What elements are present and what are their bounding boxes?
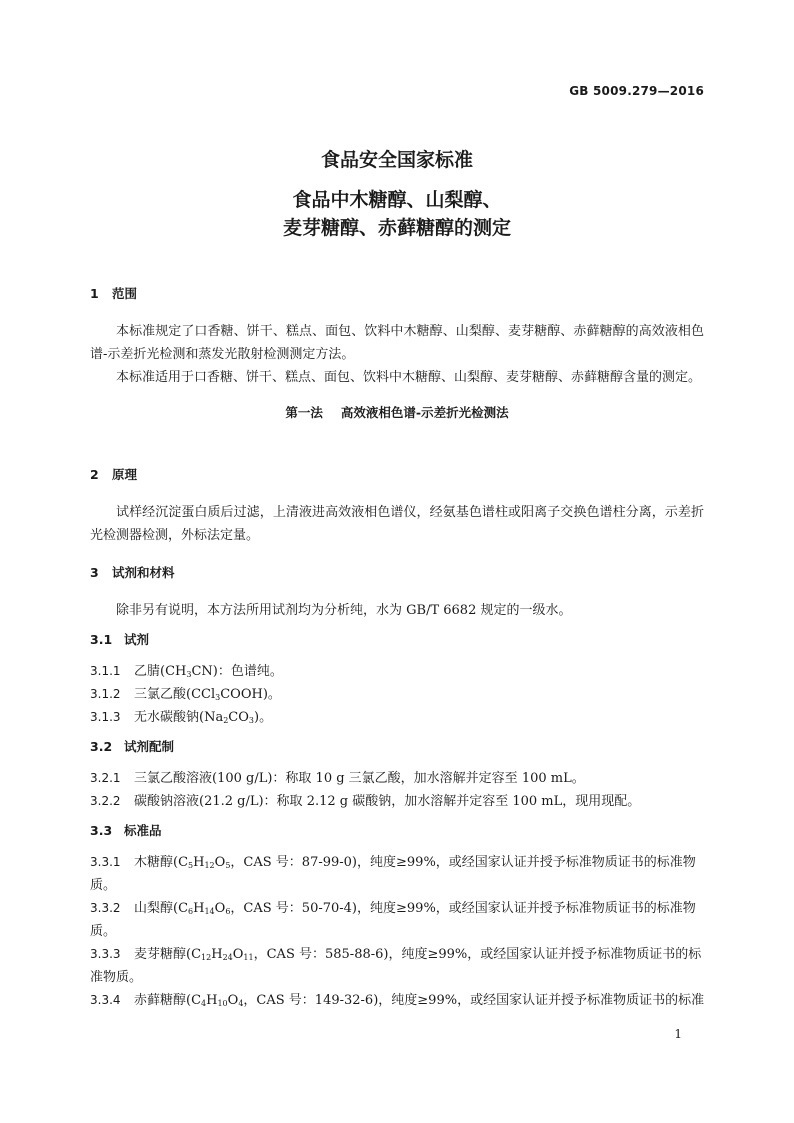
method-label: 第一法 bbox=[285, 405, 323, 420]
item-text: COOH)。 bbox=[220, 687, 281, 702]
section-title: 原理 bbox=[112, 467, 138, 482]
section-title: 试剂 bbox=[124, 632, 150, 647]
item-text: ，CAS 号：50-70-4)，纯度≥99%，或经国家认证并授予标准物质证书的标准物质。 bbox=[90, 901, 696, 939]
item-text: H bbox=[193, 901, 205, 916]
subscript: 5 bbox=[188, 861, 194, 870]
title-line-2: 麦芽糖醇、赤藓糖醇的测定 bbox=[282, 217, 511, 239]
item-number: 3.3.2 bbox=[90, 901, 121, 915]
item-number: 3.2.1 bbox=[90, 771, 121, 785]
item-number: 3.1.1 bbox=[90, 664, 121, 678]
section-number: 2 bbox=[90, 467, 99, 482]
section-3-3-heading bbox=[90, 821, 704, 841]
subscript: 6 bbox=[225, 907, 231, 916]
document-title bbox=[0, 146, 794, 242]
subscript: 3 bbox=[186, 670, 192, 679]
list-item bbox=[90, 790, 704, 813]
item-number: 3.1.3 bbox=[90, 710, 121, 724]
item-text: 无水碳酸钠(Na bbox=[134, 710, 224, 725]
section-1-heading bbox=[90, 284, 704, 304]
title-main: 食品安全国家标准 bbox=[320, 149, 473, 171]
item-number: 3.3.3 bbox=[90, 947, 121, 961]
subscript: 24 bbox=[222, 953, 233, 962]
item-text: 木糖醇(C bbox=[134, 855, 189, 870]
section-title: 试剂配制 bbox=[124, 739, 175, 754]
list-item bbox=[90, 767, 704, 790]
subscript: 11 bbox=[243, 953, 254, 962]
method-1-title bbox=[90, 403, 704, 423]
item-text: CN)：色谱纯。 bbox=[191, 664, 283, 679]
item-text: 碳酸钠溶液(21.2 g/L)：称取 2.12 g 碳酸钠，加水溶解并定容至 100 mL，现用现配。 bbox=[134, 794, 641, 809]
section-3-heading bbox=[90, 563, 704, 583]
subscript: 2 bbox=[223, 716, 229, 725]
standard-number: GB 5009.279—2016 bbox=[569, 84, 704, 98]
item-text: H bbox=[211, 947, 223, 962]
subscript: 3 bbox=[248, 716, 254, 725]
section-3-1-heading bbox=[90, 630, 704, 650]
subscript: 5 bbox=[225, 861, 231, 870]
subscript: 3 bbox=[215, 693, 221, 702]
item-text: 山梨醇(C bbox=[134, 901, 189, 916]
item-text: O bbox=[214, 901, 226, 916]
title-line-1: 食品中木糖醇、山梨醇、 bbox=[292, 189, 502, 211]
section-title: 范围 bbox=[112, 286, 138, 301]
subscript: 4 bbox=[238, 999, 244, 1008]
subscript: 4 bbox=[201, 999, 207, 1008]
item-text: O bbox=[232, 947, 244, 962]
item-text: O bbox=[227, 993, 239, 1008]
item-text: H bbox=[193, 855, 205, 870]
item-text: 三氯乙酸溶液(100 g/L)：称取 10 g 三氯乙酸，加水溶解并定容至 100 mL。 bbox=[134, 771, 585, 786]
subscript: 12 bbox=[204, 861, 215, 870]
item-text: O bbox=[214, 855, 226, 870]
list-item bbox=[90, 683, 704, 706]
section-number: 3 bbox=[90, 565, 99, 580]
list-item bbox=[90, 851, 704, 897]
subscript: 6 bbox=[188, 907, 194, 916]
section-title: 试剂和材料 bbox=[112, 565, 175, 580]
item-text: ，CAS 号：149-32-6)，纯度≥99%，或经国家认证并授予标准物质证书的标准 bbox=[243, 993, 704, 1008]
list-item bbox=[90, 706, 704, 729]
page-number: 1 bbox=[674, 1027, 682, 1041]
section-title: 标准品 bbox=[124, 823, 162, 838]
section-2-heading bbox=[90, 465, 704, 485]
section-number: 3.2 bbox=[90, 739, 113, 754]
section-number: 3.3 bbox=[90, 823, 113, 838]
scope-paragraph-1: 本标准规定了口香糖、饼干、糕点、面包、饮料中木糖醇、山梨醇、麦芽糖醇、赤藓糖醇的高效液相色谱-示差折光检测和蒸发光散射检测测定方法。 bbox=[90, 324, 704, 362]
item-number: 3.1.2 bbox=[90, 687, 121, 701]
list-item bbox=[90, 660, 704, 683]
document-body bbox=[90, 284, 704, 1012]
item-text: )。 bbox=[254, 710, 273, 725]
subscript: 10 bbox=[217, 999, 228, 1008]
subscript: 14 bbox=[204, 907, 215, 916]
item-text: 赤藓糖醇(C bbox=[134, 993, 202, 1008]
item-text: CO bbox=[228, 710, 249, 725]
method-name: 高效液相色谱-示差折光检测法 bbox=[340, 405, 509, 420]
item-text: 乙腈(CH bbox=[134, 664, 187, 679]
reagents-intro-paragraph: 除非另有说明，本方法所用试剂均为分析纯，水为 GB/T 6682 规定的一级水。 bbox=[116, 603, 572, 618]
item-text: 三氯乙酸(CCl bbox=[134, 687, 216, 702]
item-text: ，CAS 号：87-99-0)，纯度≥99%，或经国家认证并授予标准物质证书的标准物质。 bbox=[90, 855, 696, 893]
item-text: 麦芽糖醇(C bbox=[134, 947, 202, 962]
scope-paragraph-2: 本标准适用于口香糖、饼干、糕点、面包、饮料中木糖醇、山梨醇、麦芽糖醇、赤藓糖醇含量的测定。 bbox=[116, 370, 702, 385]
item-number: 3.2.2 bbox=[90, 794, 121, 808]
subscript: 12 bbox=[201, 953, 212, 962]
section-number: 3.1 bbox=[90, 632, 113, 647]
principle-paragraph: 试样经沉淀蛋白质后过滤，上清液进高效液相色谱仪，经氨基色谱柱或阳离子交换色谱柱分离，示差折光检测器检测，外标法定量。 bbox=[90, 505, 704, 543]
section-number: 1 bbox=[90, 286, 99, 301]
list-item bbox=[90, 943, 704, 989]
section-3-2-heading bbox=[90, 737, 704, 757]
item-number: 3.3.4 bbox=[90, 993, 121, 1007]
item-text: H bbox=[206, 993, 218, 1008]
list-item bbox=[90, 897, 704, 943]
item-number: 3.3.1 bbox=[90, 855, 121, 869]
list-item bbox=[90, 989, 704, 1012]
item-text: ，CAS 号：585-88-6)，纯度≥99%，或经国家认证并授予标准物质证书的标准物质。 bbox=[90, 947, 702, 985]
